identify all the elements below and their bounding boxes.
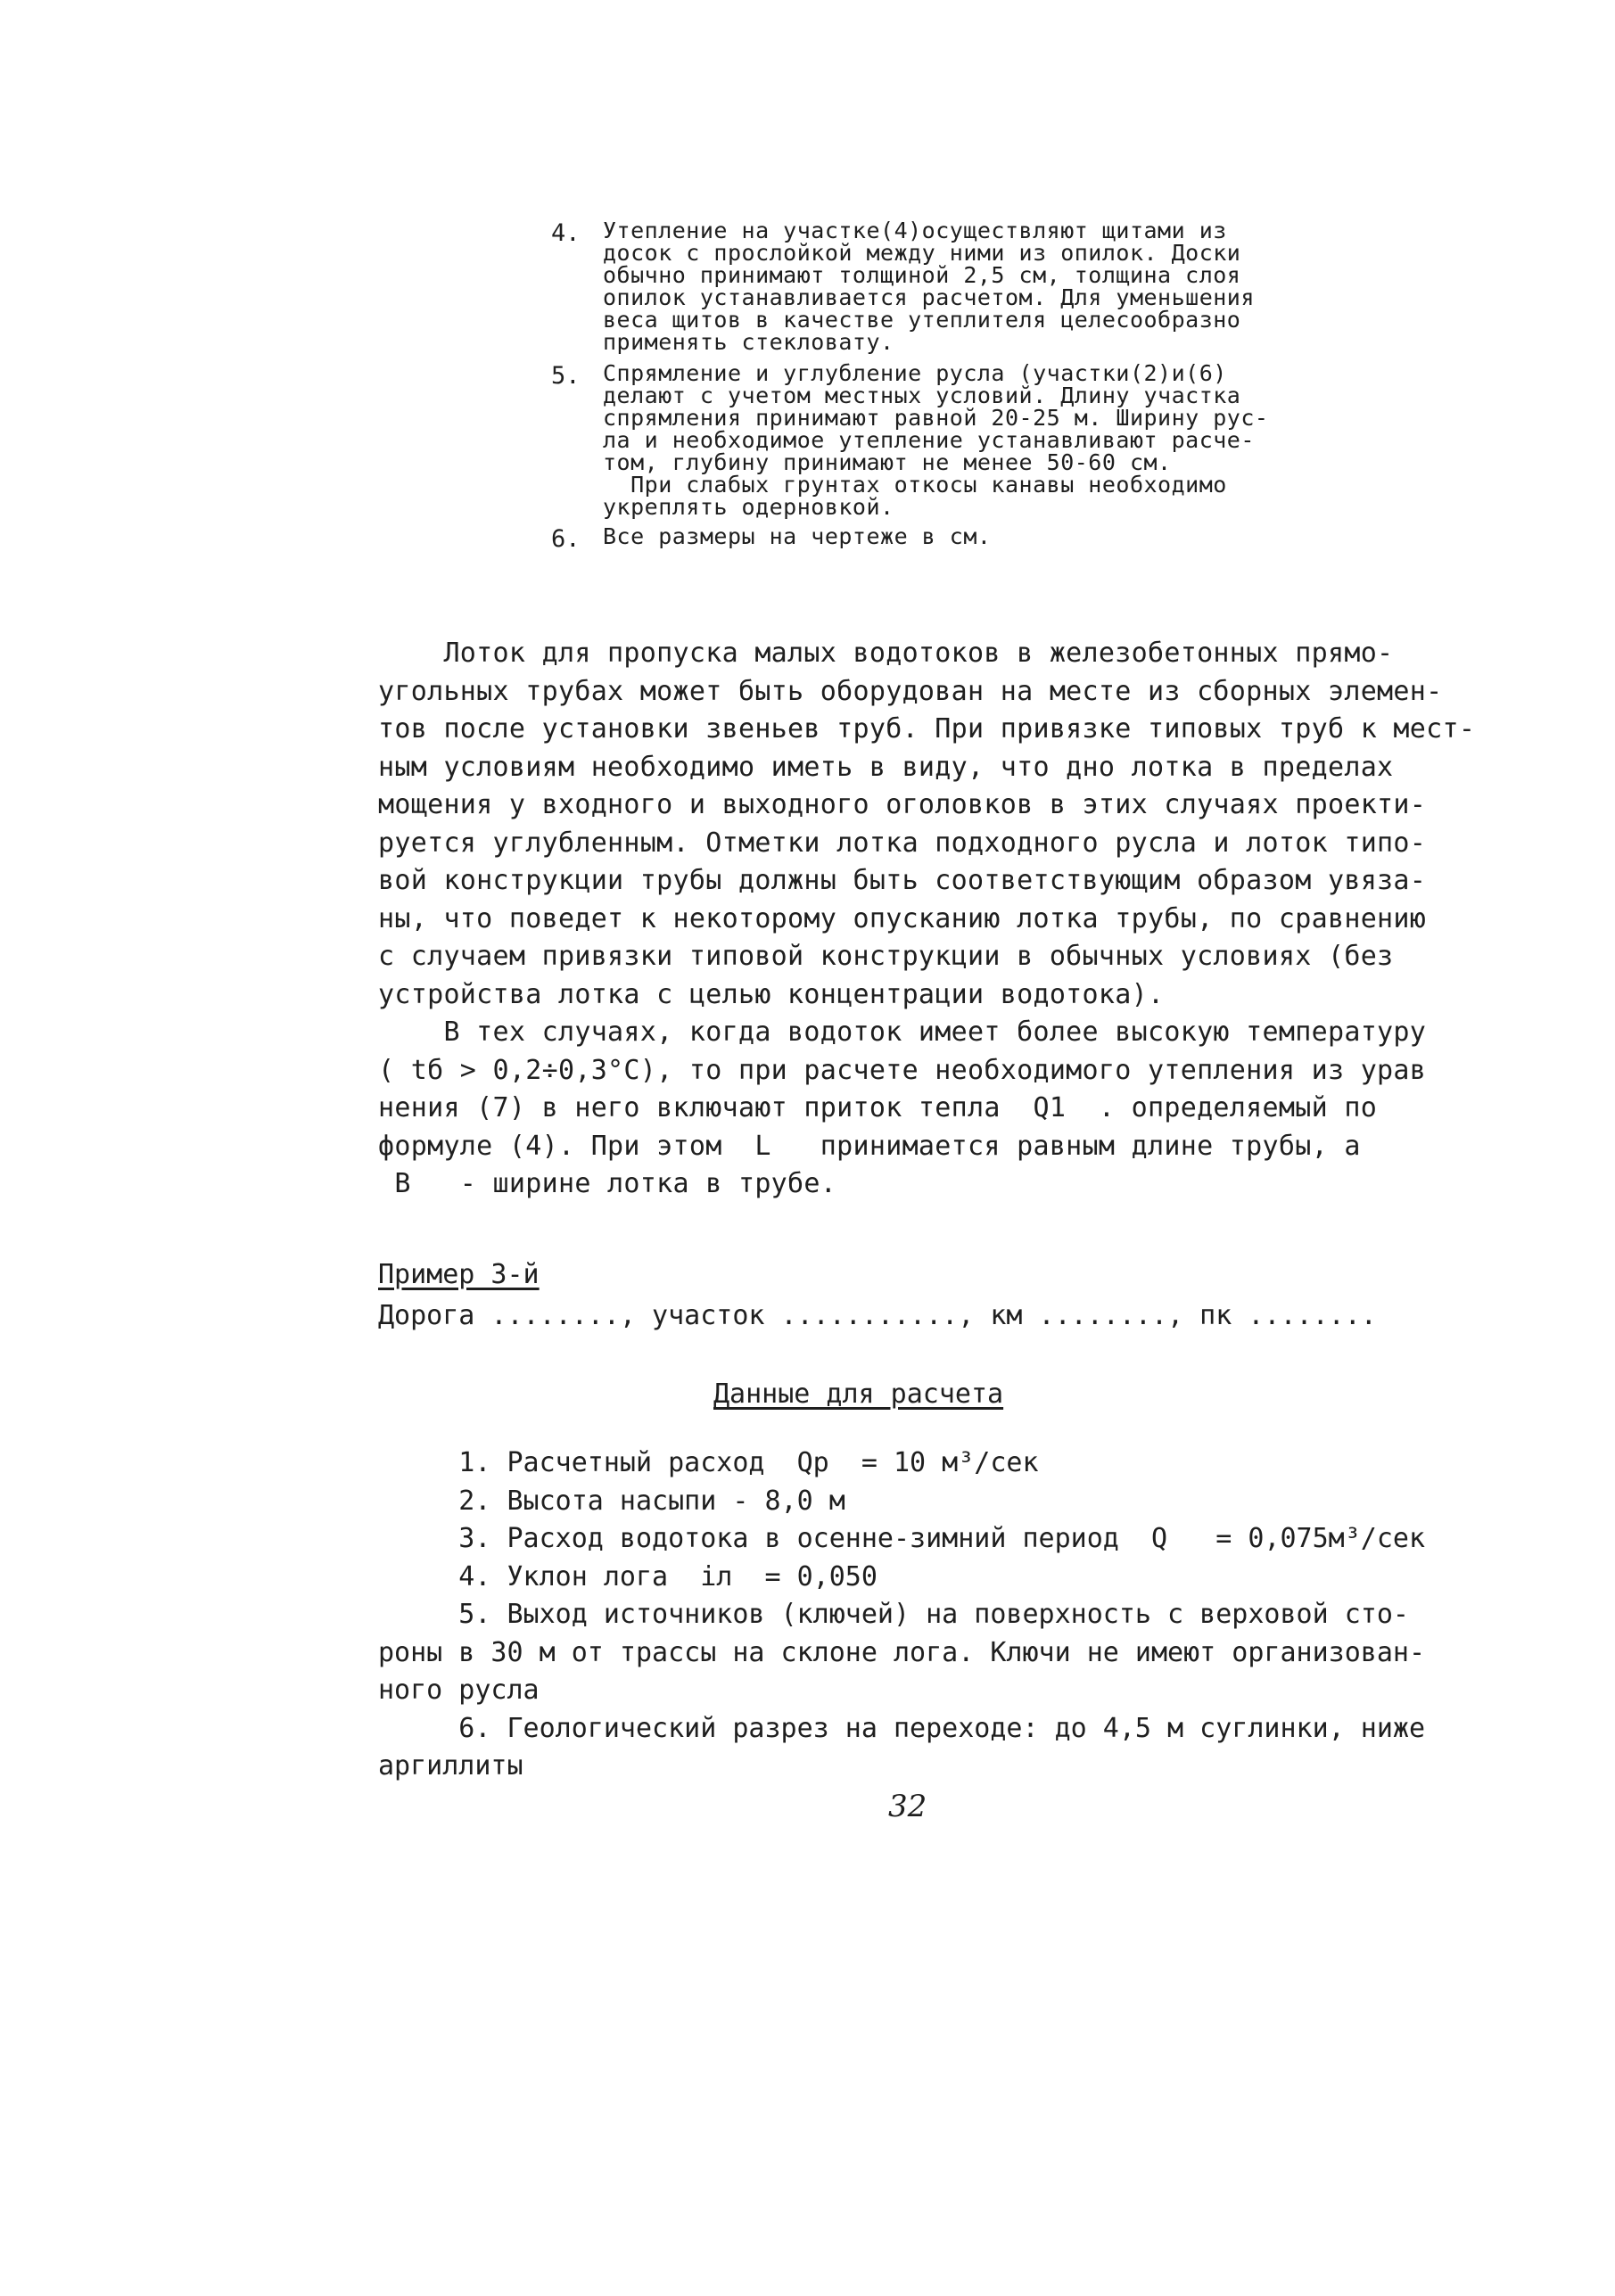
data-item: 2. Высота насыпи - 8,0 м: [378, 1485, 845, 1517]
data-list: [378, 1444, 1448, 1786]
data-heading: Данные для расчета: [713, 1378, 1004, 1410]
page-number: 32: [888, 1789, 927, 1824]
example-title: Пример 3-й: [378, 1259, 540, 1290]
paragraph-trough: Лоток для пропуска малых водотоков в железобетонных прямо- угольных трубах может быть оборудован на месте из сборных элемен- тов после установки звеньев труб. При привязке типовых труб к мест- ным условиям необходимо иметь в виду, что дно лотка в пределах мощения у входного и выходного оголовков в этих случаях проекти- руется углубленным. Отметки лотка подходного русла и лоток типо- вой конструкции трубы должны быть соответствующим образом увяза- ны, что поведет к некоторому опусканию лотка трубы, по сравнению с случаем привязки типовой конструкции в обычных условиях (без устройства лотка с целью концентрации водотока).: [378, 638, 1476, 1010]
note-number: 5.: [551, 362, 581, 390]
data-item: 4. Уклон лога iл = 0,050: [378, 1560, 878, 1592]
note-number: 6.: [551, 525, 581, 553]
note-text: Спрямление и углубление русла (участки(2)и(6) делают с учетом местных условий. Длину участка спрямления принимают равной 20-25 м. Ширину рус- ла и необходимое утепление устанавливают расче- том, глубину принимают не менее 50-60 см. При слабых грунтах откосы канавы необходимо укреплять одерновкой.: [603, 360, 1269, 520]
note-item: [551, 523, 1407, 553]
data-item: 1. Расчетный расход Qр = 10 м³/сек: [378, 1447, 1039, 1478]
notes-list: [551, 218, 1407, 553]
note-number: 4.: [551, 219, 581, 247]
note-item: [551, 362, 1407, 518]
note-text: Все размеры на чертеже в см.: [603, 523, 992, 549]
note-text: Утепление на участке(4)осуществляют щитами из досок с прослойкой между ними из опилок. Доски обычно принимают толщиной 2,5 см, толщина слоя опилок устанавливается расчетом. Для уменьшения веса щитов в качестве утеплителя целесообразно применять стекловату.: [603, 218, 1255, 355]
data-item: 5. Выход источников (ключей) на поверхность с верховой сто- роны в 30 м от трассы на склоне лога. Ключи не имеют организован- ного русла: [378, 1599, 1425, 1706]
example-road-line: Дорога ........, участок ..........., км ........, пк ........: [378, 1300, 1377, 1331]
data-item: 3. Расход водотока в осенне-зимний период Q = 0,075м³/сек: [378, 1523, 1425, 1554]
note-item: [551, 219, 1407, 353]
data-item: 6. Геологический разрез на переходе: до 4,5 м суглинки, ниже аргиллиты: [378, 1712, 1425, 1782]
body-text: [378, 635, 1476, 1204]
paragraph-temperature: В тех случаях, когда водоток имеет более высокую температуру ( tб > 0,2÷0,3°С), то при расчете необходимого утепления из урав нения (7) в него включают приток тепла Q1 . определяемый по формуле (4). При этом L принимается равным длине трубы, а B - ширине лотка в трубе.: [378, 1016, 1427, 1199]
